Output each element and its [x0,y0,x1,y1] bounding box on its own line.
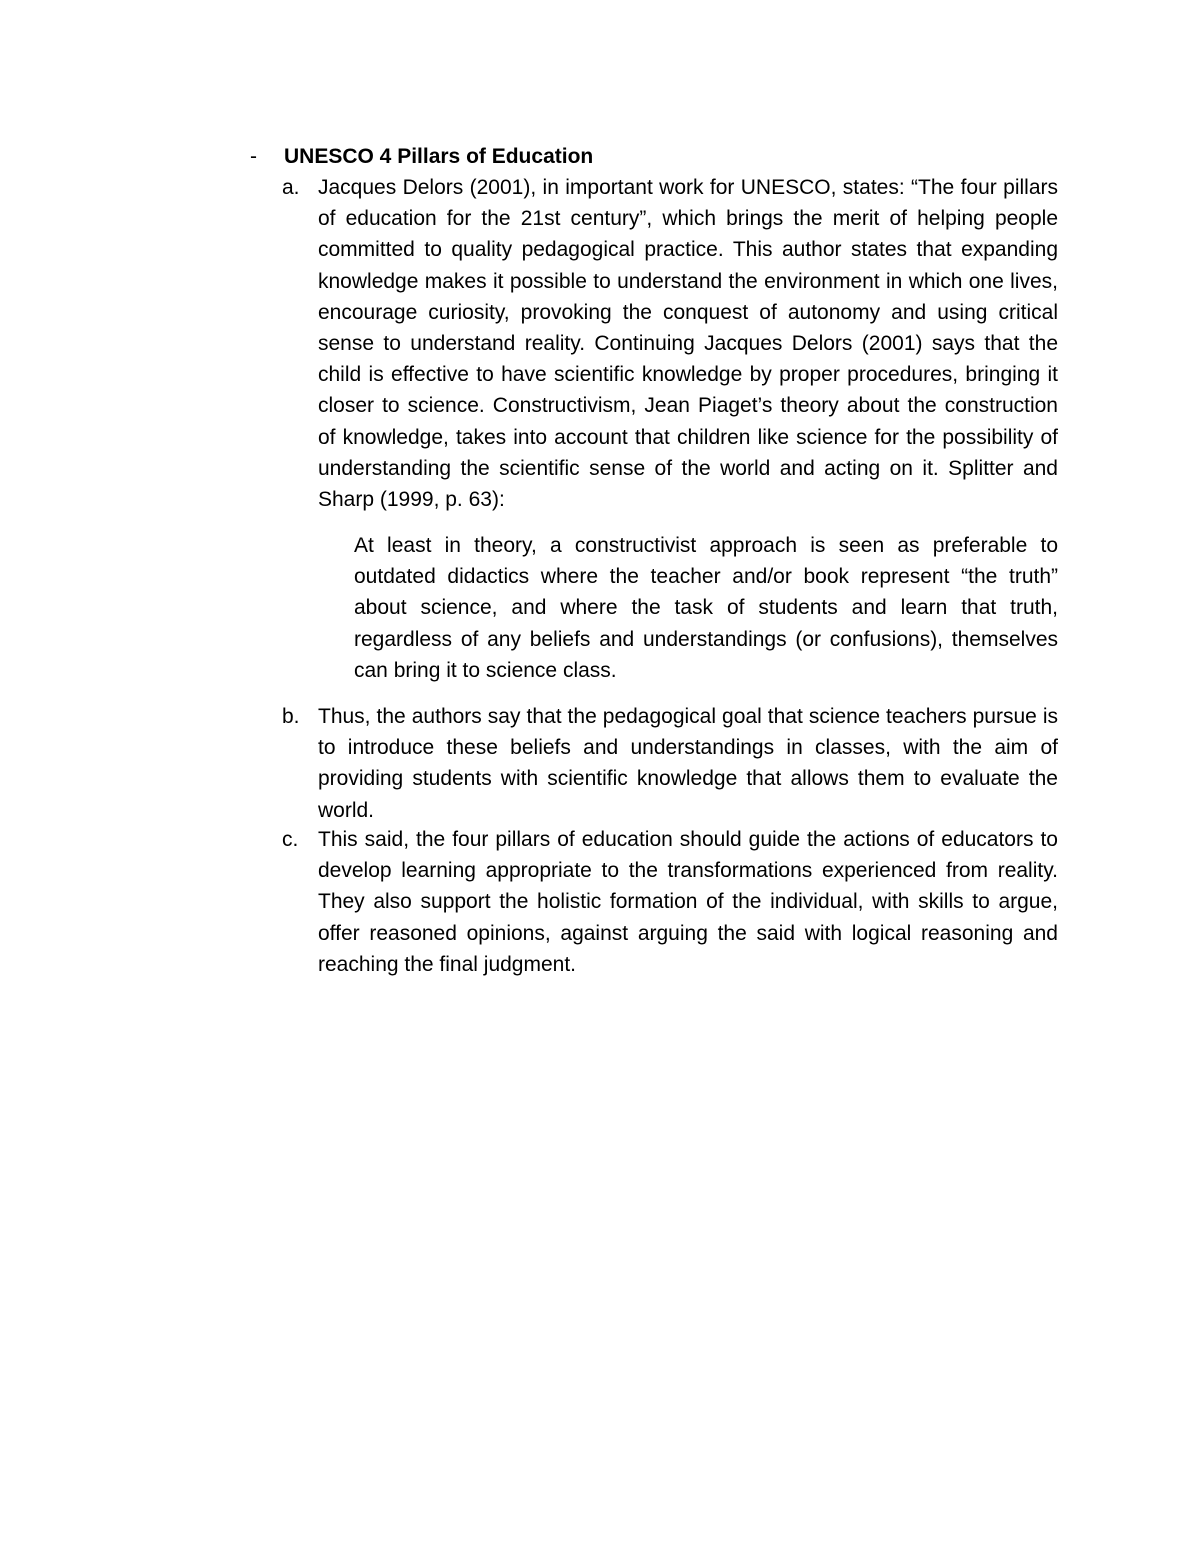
list-marker-c: c. [282,828,299,851]
list-dash: - [250,145,257,168]
block-quote: At least in theory, a constructivist approach is seen as preferable to outdated didactics where the teacher and/or book represent “the truth” about science, and where the task of students and learn that truth, regardless of any beliefs and understandings (or confusions), themselves can bring it to science class. [354,534,1058,682]
section-heading: UNESCO 4 Pillars of Education [284,145,594,168]
list-marker-a: a. [282,176,300,199]
list-item-c [282,824,1058,980]
list-item-a [282,172,1058,515]
paragraph-a: Jacques Delors (2001), in important work for UNESCO, states: “The four pillars of education for the 21st century”, which brings the merit of helping people committed to quality pedagogical practice. This author states that expanding knowledge makes it possible to understand the environment in which one lives, encourage curiosity, provoking the conquest of autonomy and using critical sense to understand reality. Continuing Jacques Delors (2001) says that the child is effective to have scientific knowledge by proper procedures, bringing it closer to science. Constructivism, Jean Piaget’s theory about the construction of knowledge, takes into account that children like science for the possibility of understanding the scientific sense of the world and acting on it. Splitter and Sharp (1999, p. 63): [318,176,1058,512]
list-item-b [282,701,1058,826]
list-marker-b: b. [282,705,300,728]
paragraph-b: Thus, the authors say that the pedagogical goal that science teachers pursue is to introduce these beliefs and understandings in classes, with the aim of providing students with scientific knowledge that allows them to evaluate the world. [318,705,1058,822]
paragraph-c: This said, the four pillars of education should guide the actions of educators to develop learning appropriate to the transformations experienced from reality. They also support the holistic formation of the individual, with skills to argue, offer reasoned opinions, against arguing the said with logical reasoning and reaching the final judgment. [318,828,1058,976]
